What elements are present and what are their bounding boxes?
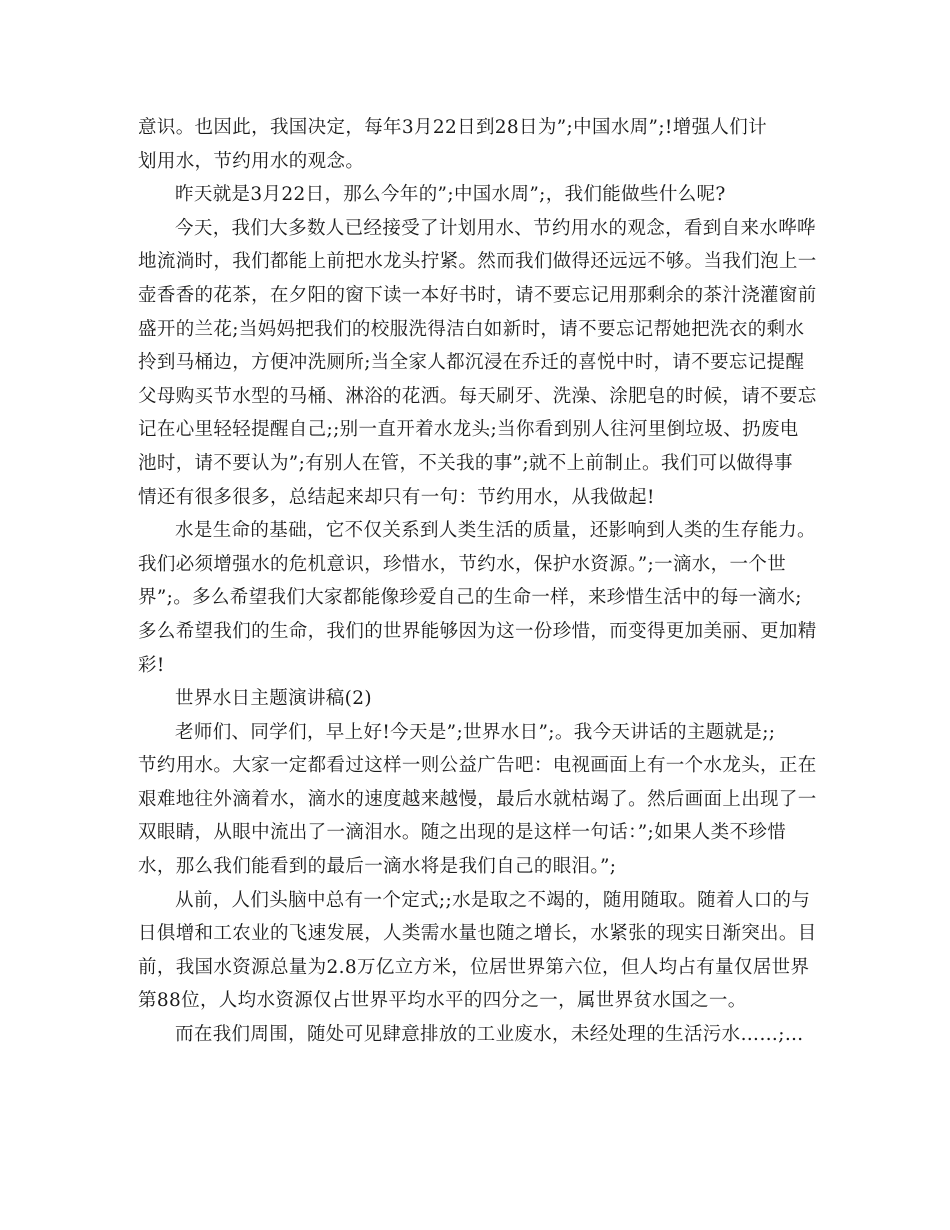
- text-line: 意识。也因此，我国决定，每年3月22日到28日为”;中国水周”;!增强人们计: [138, 117, 767, 138]
- paragraph-first-line: 水是生命的基础，它不仅关系到人类生活的质量，还影响到人类的生存能力。: [175, 520, 816, 542]
- paragraph-first-line: 昨天就是3月22日，那么今年的”;中国水周”;，我们能做些什么呢?: [175, 184, 726, 206]
- text-line: 水，那么我们能看到的最后一滴水将是我们自己的眼泪。”;: [138, 856, 617, 878]
- text-line: 多么希望我们的生命，我们的世界能够因为这一份珍惜，而变得更加美丽、更加精: [138, 620, 817, 642]
- text-line: 日俱增和工农业的飞速发展，人类需水量也随之增长，水紧张的现实日渐突出。目: [138, 923, 817, 945]
- document-body: [138, 111, 817, 1052]
- text-line: 我们必须增强水的危机意识，珍惜水，节约水，保护水资源。”;一滴水，一个世: [138, 553, 787, 575]
- text-line: 节约用水。大家一定都看过这样一则公益广告吧：电视画面上有一个水龙头，正在: [138, 755, 817, 777]
- text-line: 艰难地往外滴着水，滴水的速度越来越慢，最后水就枯竭了。然后画面上出现了一: [138, 788, 817, 810]
- text-line: 记在心里轻轻提醒自己;;别一直开着水龙头;当你看到别人往河里倒垃圾、扔废电: [138, 419, 799, 441]
- text-line: 拎到马桶边，方便冲洗厕所;当全家人都沉浸在乔迁的喜悦中时，请不要忘记提醒: [138, 352, 805, 374]
- text-line: 父母购买节水型的马桶、淋浴的花洒。每天刷牙、洗澡、涂肥皂的时候，请不要忘: [138, 385, 817, 407]
- text-line: 前，我国水资源总量为2.8万亿立方米，位居世界第六位，但人均占有量仅居世界: [138, 956, 810, 978]
- paragraph-first-line: 世界水日主题演讲稿(2): [175, 688, 372, 710]
- text-line: 池时，请不要认为”;有别人在管，不关我的事”;就不上前制止。我们可以做得事: [138, 452, 793, 474]
- text-line: 彩!: [138, 654, 165, 676]
- paragraph-first-line: 老师们、同学们，早上好!今天是”;世界水日”;。我今天讲话的主题就是;;: [175, 721, 776, 743]
- text-line: 划用水，节约用水的观念。: [138, 150, 365, 172]
- text-line: 壶香香的花茶，在夕阳的窗下读一本好书时，请不要忘记用那剩余的茶汁浇灌窗前: [138, 284, 817, 306]
- paragraph-first-line: 从前，人们头脑中总有一个定式;;水是取之不竭的，随用随取。随着人口的与: [175, 889, 811, 911]
- text-line: 第88位，人均水资源仅占世界平均水平的四分之一，属世界贫水国之一。: [138, 990, 747, 1012]
- text-line: 双眼睛，从眼中流出了一滴泪水。随之出现的是这样一句话：”;如果人类不珍惜: [138, 822, 787, 844]
- paragraph-first-line: 而在我们周围，随处可见肆意排放的工业废水，未经处理的生活污水……;…: [175, 1024, 804, 1046]
- text-line: 界”;。多么希望我们大家都能像珍爱自己的生命一样，来珍惜生活中的每一滴水;: [138, 587, 802, 609]
- paragraph-first-line: 今天，我们大多数人已经接受了计划用水、节约用水的观念，看到自来水哗哗: [175, 217, 816, 239]
- text-line: 地流淌时，我们都能上前把水龙头拧紧。然而我们做得还远远不够。当我们泡上一: [138, 251, 817, 273]
- text-line: 盛开的兰花;当妈妈把我们的校服洗得洁白如新时，请不要忘记帮她把洗衣的剩水: [138, 318, 805, 340]
- text-line: 情还有很多很多，总结起来却只有一句：节约用水，从我做起!: [138, 486, 655, 508]
